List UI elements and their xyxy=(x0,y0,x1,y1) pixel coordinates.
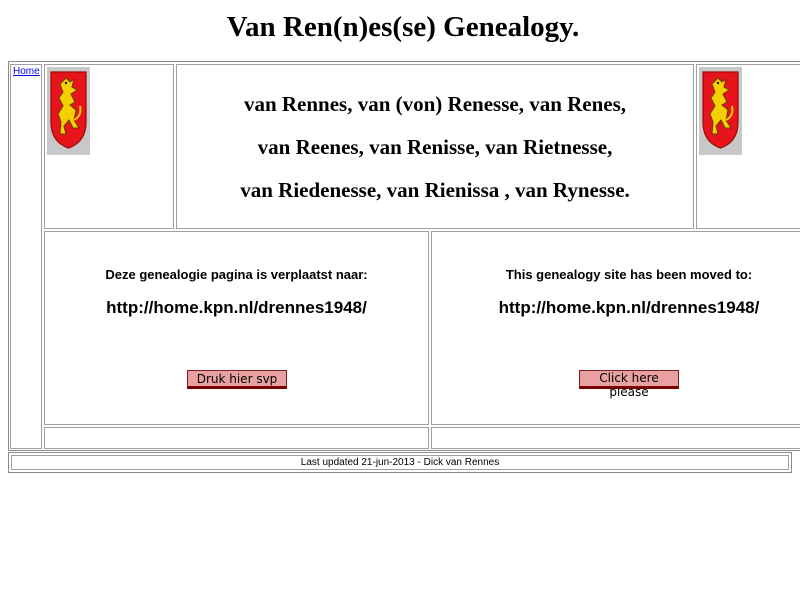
empty-cell-left xyxy=(44,427,429,449)
heraldic-shield-icon xyxy=(702,70,739,150)
sidebar xyxy=(10,64,42,449)
footer-updated-text: Last updated 21-jun-2013 - Dick van Rennes xyxy=(11,455,789,470)
names-panel xyxy=(176,64,694,229)
notice-dutch-panel xyxy=(44,231,429,425)
shield-right-frame xyxy=(699,67,742,155)
surname-line-3: van Riedenesse, van Rienissa , van Rynesse. xyxy=(240,178,630,202)
empty-cell-right xyxy=(431,427,800,449)
footer-table xyxy=(8,452,792,473)
notice-dutch-label: Deze genealogie pagina is verplaatst naar: xyxy=(105,267,368,282)
notice-dutch-url: http://home.kpn.nl/drennes1948/ xyxy=(106,298,367,317)
header-left-cell xyxy=(44,64,174,229)
header-right-cell xyxy=(696,64,800,229)
surname-line-2: van Reenes, van Renisse, van Rietnesse, xyxy=(257,135,613,159)
shield-left-frame xyxy=(47,67,90,155)
page-title: Van Ren(n)es(se) Genealogy. xyxy=(226,11,580,43)
click-here-button[interactable]: Click here please xyxy=(579,370,679,389)
notice-english-label: This genealogy site has been moved to: xyxy=(505,267,753,282)
notice-english-url: http://home.kpn.nl/drennes1948/ xyxy=(498,298,760,317)
heraldic-shield-icon xyxy=(50,70,87,150)
surname-list xyxy=(177,83,693,212)
druk-hier-button[interactable]: Druk hier svp xyxy=(187,370,287,389)
home-link[interactable]: Home xyxy=(13,66,40,77)
surname-line-1: van Rennes, van (von) Renesse, van Renes, xyxy=(243,92,627,116)
notice-english-panel xyxy=(431,231,800,425)
